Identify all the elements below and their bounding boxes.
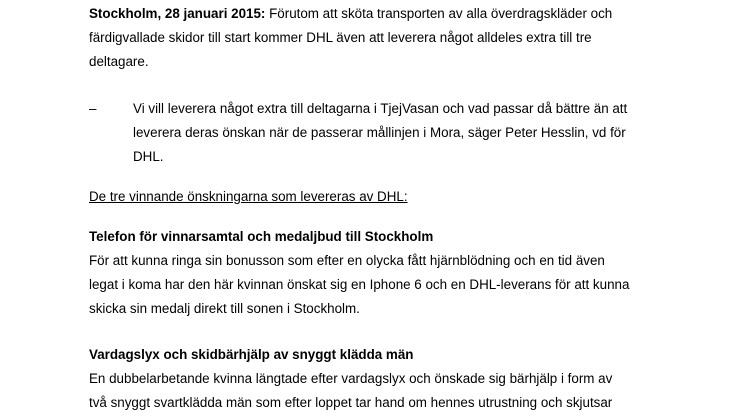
section-2-body [89,367,612,415]
section-1-title: Telefon för vinnarsamtal och medaljbud till Stockholm [89,229,434,244]
section-1-line-2: legat i koma har den här kvinnan önskat sig en Iphone 6 och en DHL-leverans för att kunna [89,277,630,292]
quote-line-1: Vi vill leverera något extra till deltagarna i TjejVasan och vad passar då bättre än att [133,101,628,116]
section-2-line-1: En dubbelarbetande kvinna längtade efter vardagslyx och önskade sig bärhjälp i form av [89,371,613,386]
section-1-body [89,249,629,321]
quote-line-3: DHL. [133,149,164,164]
section-1-line-1: För att kunna ringa sin bonusson som efter en olycka fått hjärnblödning och en tid även [89,253,605,268]
dateline: Stockholm, 28 januari 2015: [89,6,266,21]
intro-line-1 [89,2,612,26]
section-2-line-2: två snyggt svartklädda män som efter loppet tar hand om hennes utrustning och skjutsar [89,395,613,410]
quote-text [133,97,627,169]
section-1-line-3: skicka sin medalj direkt till sonen i Stockholm. [89,301,360,316]
intro-line-2: färdigvallade skidor till start kommer DHL även att leverera något alldeles extra till tre [89,30,592,45]
intro-line-1-text: Förutom att sköta transporten av alla överdragskläder och [265,6,613,21]
intro-paragraph [89,2,612,74]
quote-dash: – [89,101,97,116]
quote-line-2: leverera deras önskan när de passerar mållinjen i Mora, säger Peter Hesslin, vd för [133,125,626,140]
section-2-title: Vardagslyx och skidbärhjälp av snyggt klädda män [89,347,414,362]
intro-line-3: deltagare. [89,54,149,69]
winning-wishes-heading: De tre vinnande önskningarna som levereras av DHL: [89,189,408,204]
